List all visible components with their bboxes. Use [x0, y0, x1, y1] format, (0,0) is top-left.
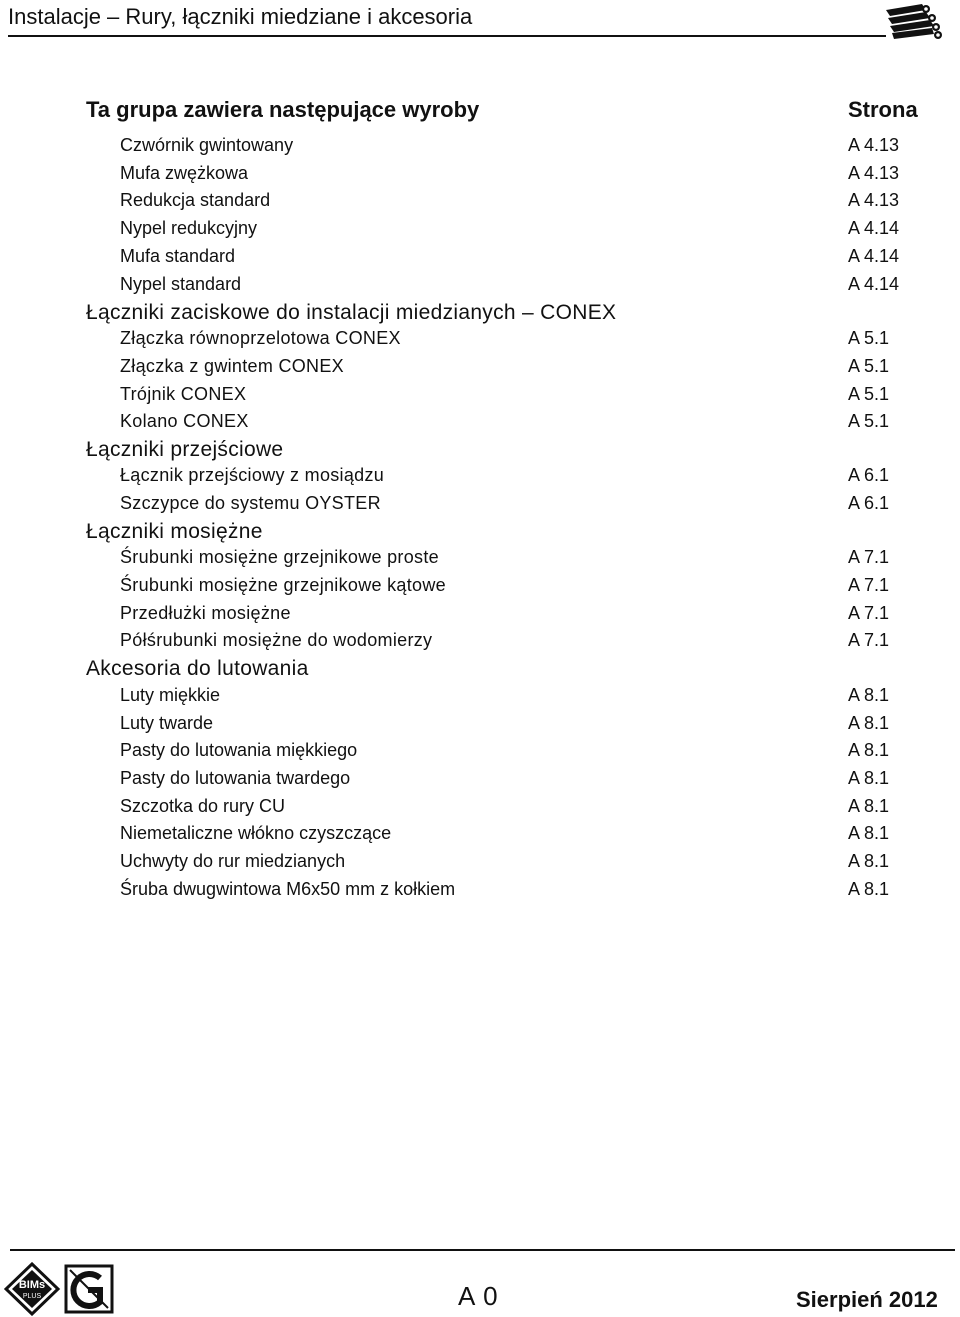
toc-item-page: A 8.1	[848, 823, 890, 843]
toc-item-label: Kolano CONEX	[120, 411, 249, 431]
toc-item-page: A 5.1	[848, 411, 890, 431]
logo-text: BIMs	[18, 1279, 46, 1291]
toc-item	[0, 356, 960, 382]
toc-item-label: Trójnik CONEX	[120, 384, 247, 404]
toc-item-label: Mufa standard	[120, 246, 236, 266]
toc-item	[0, 603, 960, 629]
header-divider	[8, 35, 886, 37]
toc-section-heading	[0, 520, 960, 546]
toc-item-label: Śruba dwugwintowa M6x50 mm z kołkiem	[120, 879, 456, 899]
toc-item-page: A 4.13	[848, 190, 900, 210]
toc-item	[0, 190, 960, 216]
toc-item-page: A 8.1	[848, 768, 890, 788]
toc-item-page: A 8.1	[848, 740, 890, 760]
toc-item-label: Niemetaliczne włókno czyszczące	[120, 823, 392, 843]
toc-item	[0, 630, 960, 656]
toc-item	[0, 685, 960, 711]
toc-section-heading	[0, 301, 960, 327]
toc-item	[0, 384, 960, 410]
toc-item	[0, 135, 960, 161]
toc-item-label: Luty twarde	[120, 713, 214, 733]
toc-section-heading	[0, 438, 960, 464]
toc-item	[0, 493, 960, 519]
toc-item-page: A 8.1	[848, 851, 890, 871]
toc-item-page: A 5.1	[848, 328, 890, 348]
toc-item-page: A 4.13	[848, 135, 900, 155]
toc-section-label: Akcesoria do lutowania	[86, 657, 309, 680]
toc-item-label: Przedłużki mosiężne	[120, 603, 291, 623]
toc-item	[0, 246, 960, 272]
toc-item-label: Łącznik przejściowy z mosiądzu	[120, 465, 385, 485]
toc-item-page: A 8.1	[848, 685, 890, 705]
toc-item	[0, 411, 960, 437]
toc-item-label: Nypel redukcyjny	[120, 218, 258, 238]
toc-item-label: Półśrubunki mosiężne do wodomierzy	[120, 630, 433, 650]
toc-item-label: Czwórnik gwintowany	[120, 135, 294, 155]
toc-item-label: Pasty do lutowania miękkiego	[120, 740, 358, 760]
toc-item	[0, 823, 960, 849]
toc-item	[0, 328, 960, 354]
toc-item-label: Redukcja standard	[120, 190, 271, 210]
toc-item-label: Nypel standard	[120, 274, 242, 294]
pipes-bundle-icon	[882, 2, 944, 40]
bims-plus-logo-icon	[4, 1262, 114, 1316]
toc-item-label: Szczypce do systemu OYSTER	[120, 493, 381, 513]
toc-item-page: A 6.1	[848, 465, 890, 485]
toc-item-page: A 4.14	[848, 274, 900, 294]
toc-item-page: A 6.1	[848, 493, 890, 513]
toc-item	[0, 879, 960, 905]
page-title: Instalacje – Rury, łączniki miedziane i akcesoria	[8, 4, 473, 29]
toc-page-column-heading: Strona	[848, 97, 918, 122]
toc-item-label: Pasty do lutowania twardego	[120, 768, 351, 788]
toc-item	[0, 713, 960, 739]
toc-item-label: Mufa zwężkowa	[120, 163, 249, 183]
toc-item-page: A 4.14	[848, 218, 900, 238]
page-header	[0, 0, 960, 40]
toc-section-heading	[0, 657, 960, 683]
toc-item-page: A 8.1	[848, 879, 890, 899]
logo-subtext: PLUS	[22, 1293, 42, 1300]
toc-item-label: Złączka równoprzelotowa CONEX	[120, 328, 401, 348]
toc-item-page: A 5.1	[848, 384, 890, 404]
toc-item	[0, 218, 960, 244]
toc-section-label: Łączniki mosiężne	[86, 520, 263, 543]
toc-section-label: Łączniki przejściowe	[86, 438, 284, 461]
toc-item	[0, 740, 960, 766]
toc-item-label: Luty miękkie	[120, 685, 221, 705]
toc-item-label: Złączka z gwintem CONEX	[120, 356, 344, 376]
footer-divider	[10, 1249, 955, 1251]
toc-heading: Ta grupa zawiera następujące wyroby	[86, 97, 480, 122]
toc-item-label: Śrubunki mosiężne grzejnikowe proste	[120, 547, 439, 567]
toc-item-page: A 5.1	[848, 356, 890, 376]
toc-item	[0, 163, 960, 189]
toc-item-page: A 8.1	[848, 796, 890, 816]
toc-section-label: Łączniki zaciskowe do instalacji miedzianych – CONEX	[86, 301, 617, 324]
toc-item	[0, 547, 960, 573]
toc-item-label: Szczotka do rury CU	[120, 796, 286, 816]
publication-date: Sierpień 2012	[796, 1287, 938, 1312]
toc-item-page: A 7.1	[848, 630, 890, 650]
toc-item-page: A 7.1	[848, 575, 890, 595]
toc-item	[0, 796, 960, 822]
toc-item	[0, 768, 960, 794]
toc-item-page: A 4.13	[848, 163, 900, 183]
toc-item-page: A 8.1	[848, 713, 890, 733]
toc-item-label: Śrubunki mosiężne grzejnikowe kątowe	[120, 575, 446, 595]
toc-item-page: A 7.1	[848, 547, 890, 567]
page-number: A 0	[458, 1281, 499, 1311]
toc-item-page: A 7.1	[848, 603, 890, 623]
toc-item	[0, 465, 960, 491]
toc-item	[0, 575, 960, 601]
toc-item-label: Uchwyty do rur miedzianych	[120, 851, 346, 871]
toc-item	[0, 851, 960, 877]
toc-item-page: A 4.14	[848, 246, 900, 266]
toc-item	[0, 274, 960, 300]
